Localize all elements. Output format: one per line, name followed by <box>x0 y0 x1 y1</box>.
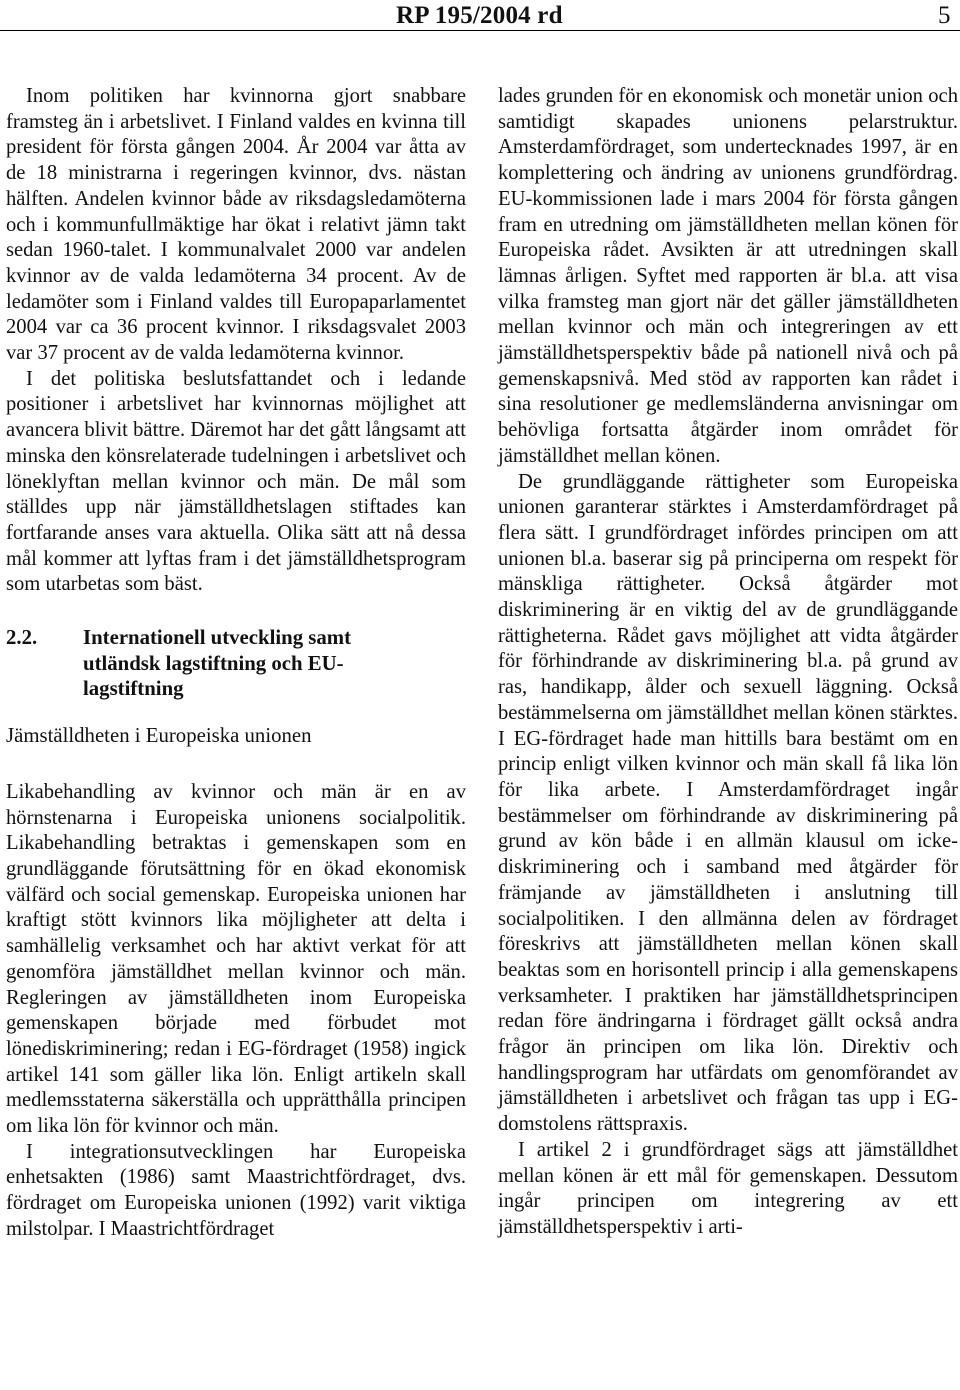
paragraph: I artikel 2 i grundfördraget sägs att jämställdhet mellan könen är ett mål för gemenskapen. Dessutom ingår principen om integrering av ett jämställdhetsperspektiv i arti- <box>498 1138 958 1238</box>
section-heading <box>6 625 466 702</box>
paragraph: De grundläggande rättigheter som Europeiska unionen garanterar stärktes i Amsterdamfördraget på flera sätt. I grundfördraget infördes principen om att unionen bl.a. baserar sig på principerna om respekt för mänskliga rättigheter. Också åtgärder mot diskriminering är en viktig del av de grundläggande rättigheterna. Rådet gavs möjlighet att vidta åtgärder för förhindrande av diskriminering bl.a. på grund av ras, handikapp, ålder och sexuell läggning. Också bestämmelserna om jämställdhet mellan könen stärktes. I EG-fördraget hade man hittills bara bestämt om en princip enligt vilken kvinnor och män skall få lika lön för lika arbete. I Amsterdamfördraget ingår bestämmelser om förhindrande av diskriminering på grund av kön både i en allmän klausul om icke-diskriminering och i samband med åtgärder för främjande av jämställdheten i anslutning till socialpolitiken. I den allmänna delen av fördraget föreskrivs att jämställdheten mellan könen skall beaktas som en horisontell princip i alla gemenskapens verksamheter. I praktiken har jämställdhetsprincipen redan före ändringarna i fördraget gällt också andra frågor än principen om lika lön. Direktiv och handlingsprogram har utfärdats om genomförandet av jämställdheten i arbetslivet och frågan tas upp i EG-domstolens rättspraxis. <box>498 470 958 1136</box>
running-head-title: RP 195/2004 rd <box>396 2 563 29</box>
right-column <box>498 84 958 1241</box>
paragraph: Likabehandling av kvinnor och män är en av hörnstenarna i Europeiska unionens socialpolitik. Likabehandling betraktas i gemenskapen som en grundläggande förutsättning för en ökad ekonomisk välfärd och social gemenskap. Europeiska unionen har kraftigt stött kvinnors lika möjligheter att delta i samhällelig verksamhet och har aktivt verkat för att genomföra jämställdhet mellan kvinnor och män. Regleringen av jämställdheten inom Europeiska gemenskapen började med förbudet mot lönediskriminering; redan i EG-fördraget (1958) ingick artikel 141 som gäller lika lön. Enligt artikeln skall medlemsstaterna säkerställa och upprätthålla principen om lika lön för kvinnor och män. <box>6 780 466 1138</box>
paragraph: Inom politiken har kvinnorna gjort snabbare framsteg än i arbetslivet. I Finland valdes en kvinna till president för första gången 2004. År 2004 var åtta av de 18 ministrarna i regeringen kvinnor, dvs. nästan hälften. Andelen kvinnor både av riksdagsledamöterna och i kommunfullmäktige har ökat i relativt jämn takt sedan 1960-talet. I kommunalvalet 2000 var andelen kvinnor av de valda ledamöterna 34 procent. Av de ledamöter som i Finland valdes till Europaparlamentet 2004 var ca 36 procent kvinnor. I riksdagsvalet 2003 var 37 procent av de valda ledamöterna kvinnor. <box>6 85 466 365</box>
page-number: 5 <box>938 2 951 29</box>
section-title: Internationell utveckling samt utländsk lagstiftning och EU-lagstiftning <box>83 626 352 701</box>
section-number: 2.2. <box>6 626 38 650</box>
paragraph: I integrationsutvecklingen har Europeiska enhetsakten (1986) samt Maastrichtfördraget, dvs. fördraget om Europeiska unionen (1992) varit viktiga milstolpar. I Maastrichtfördraget <box>6 1140 466 1240</box>
paragraph: I det politiska beslutsfattandet och i ledande positioner i arbetslivet har kvinnornas möjlighet att avancera blivit bättre. Däremot har det gått långsamt att minska den könsrelaterade tudelningen i arbetslivet och löneklyftan mellan kvinnor och män. De mål som ställdes upp när jämställdhetslagen stiftades kan fortfarande anses vara aktuella. Olika sätt att nå dessa mål kommer att lyftas fram i det jämställdhetsprogram som utarbetas som bäst. <box>6 367 466 596</box>
header-rule <box>0 30 960 31</box>
subsection-title: Jämställdheten i Europeiska unionen <box>6 724 312 748</box>
left-column <box>6 84 466 1243</box>
paragraph-continuation: lades grunden för en ekonomisk och monetär union och samtidigt skapades unionens pelarstruktur. Amsterdamfördraget, som undertecknades 1997, är en komplettering och ändring av unionens grundfördrag. EU-kommissionen lade i mars 2004 för första gången fram en utredning om jämställdheten mellan könen för Europeiska rådet. Avsikten är att utredningen skall lämnas årligen. Syftet med rapporten är bl.a. att visa vilka framsteg man gjort när det gäller jämställdheten mellan kvinnor och män och integreringen av ett jämställdhetsperspektiv både på nationell nivå och på gemenskapsnivå. Med stöd av rapporten kan rådet i sina resolutioner ge medlemsländerna anvisningar om behövliga fortsatta åtgärder inom området för jämställdhet mellan könen. <box>498 85 958 467</box>
